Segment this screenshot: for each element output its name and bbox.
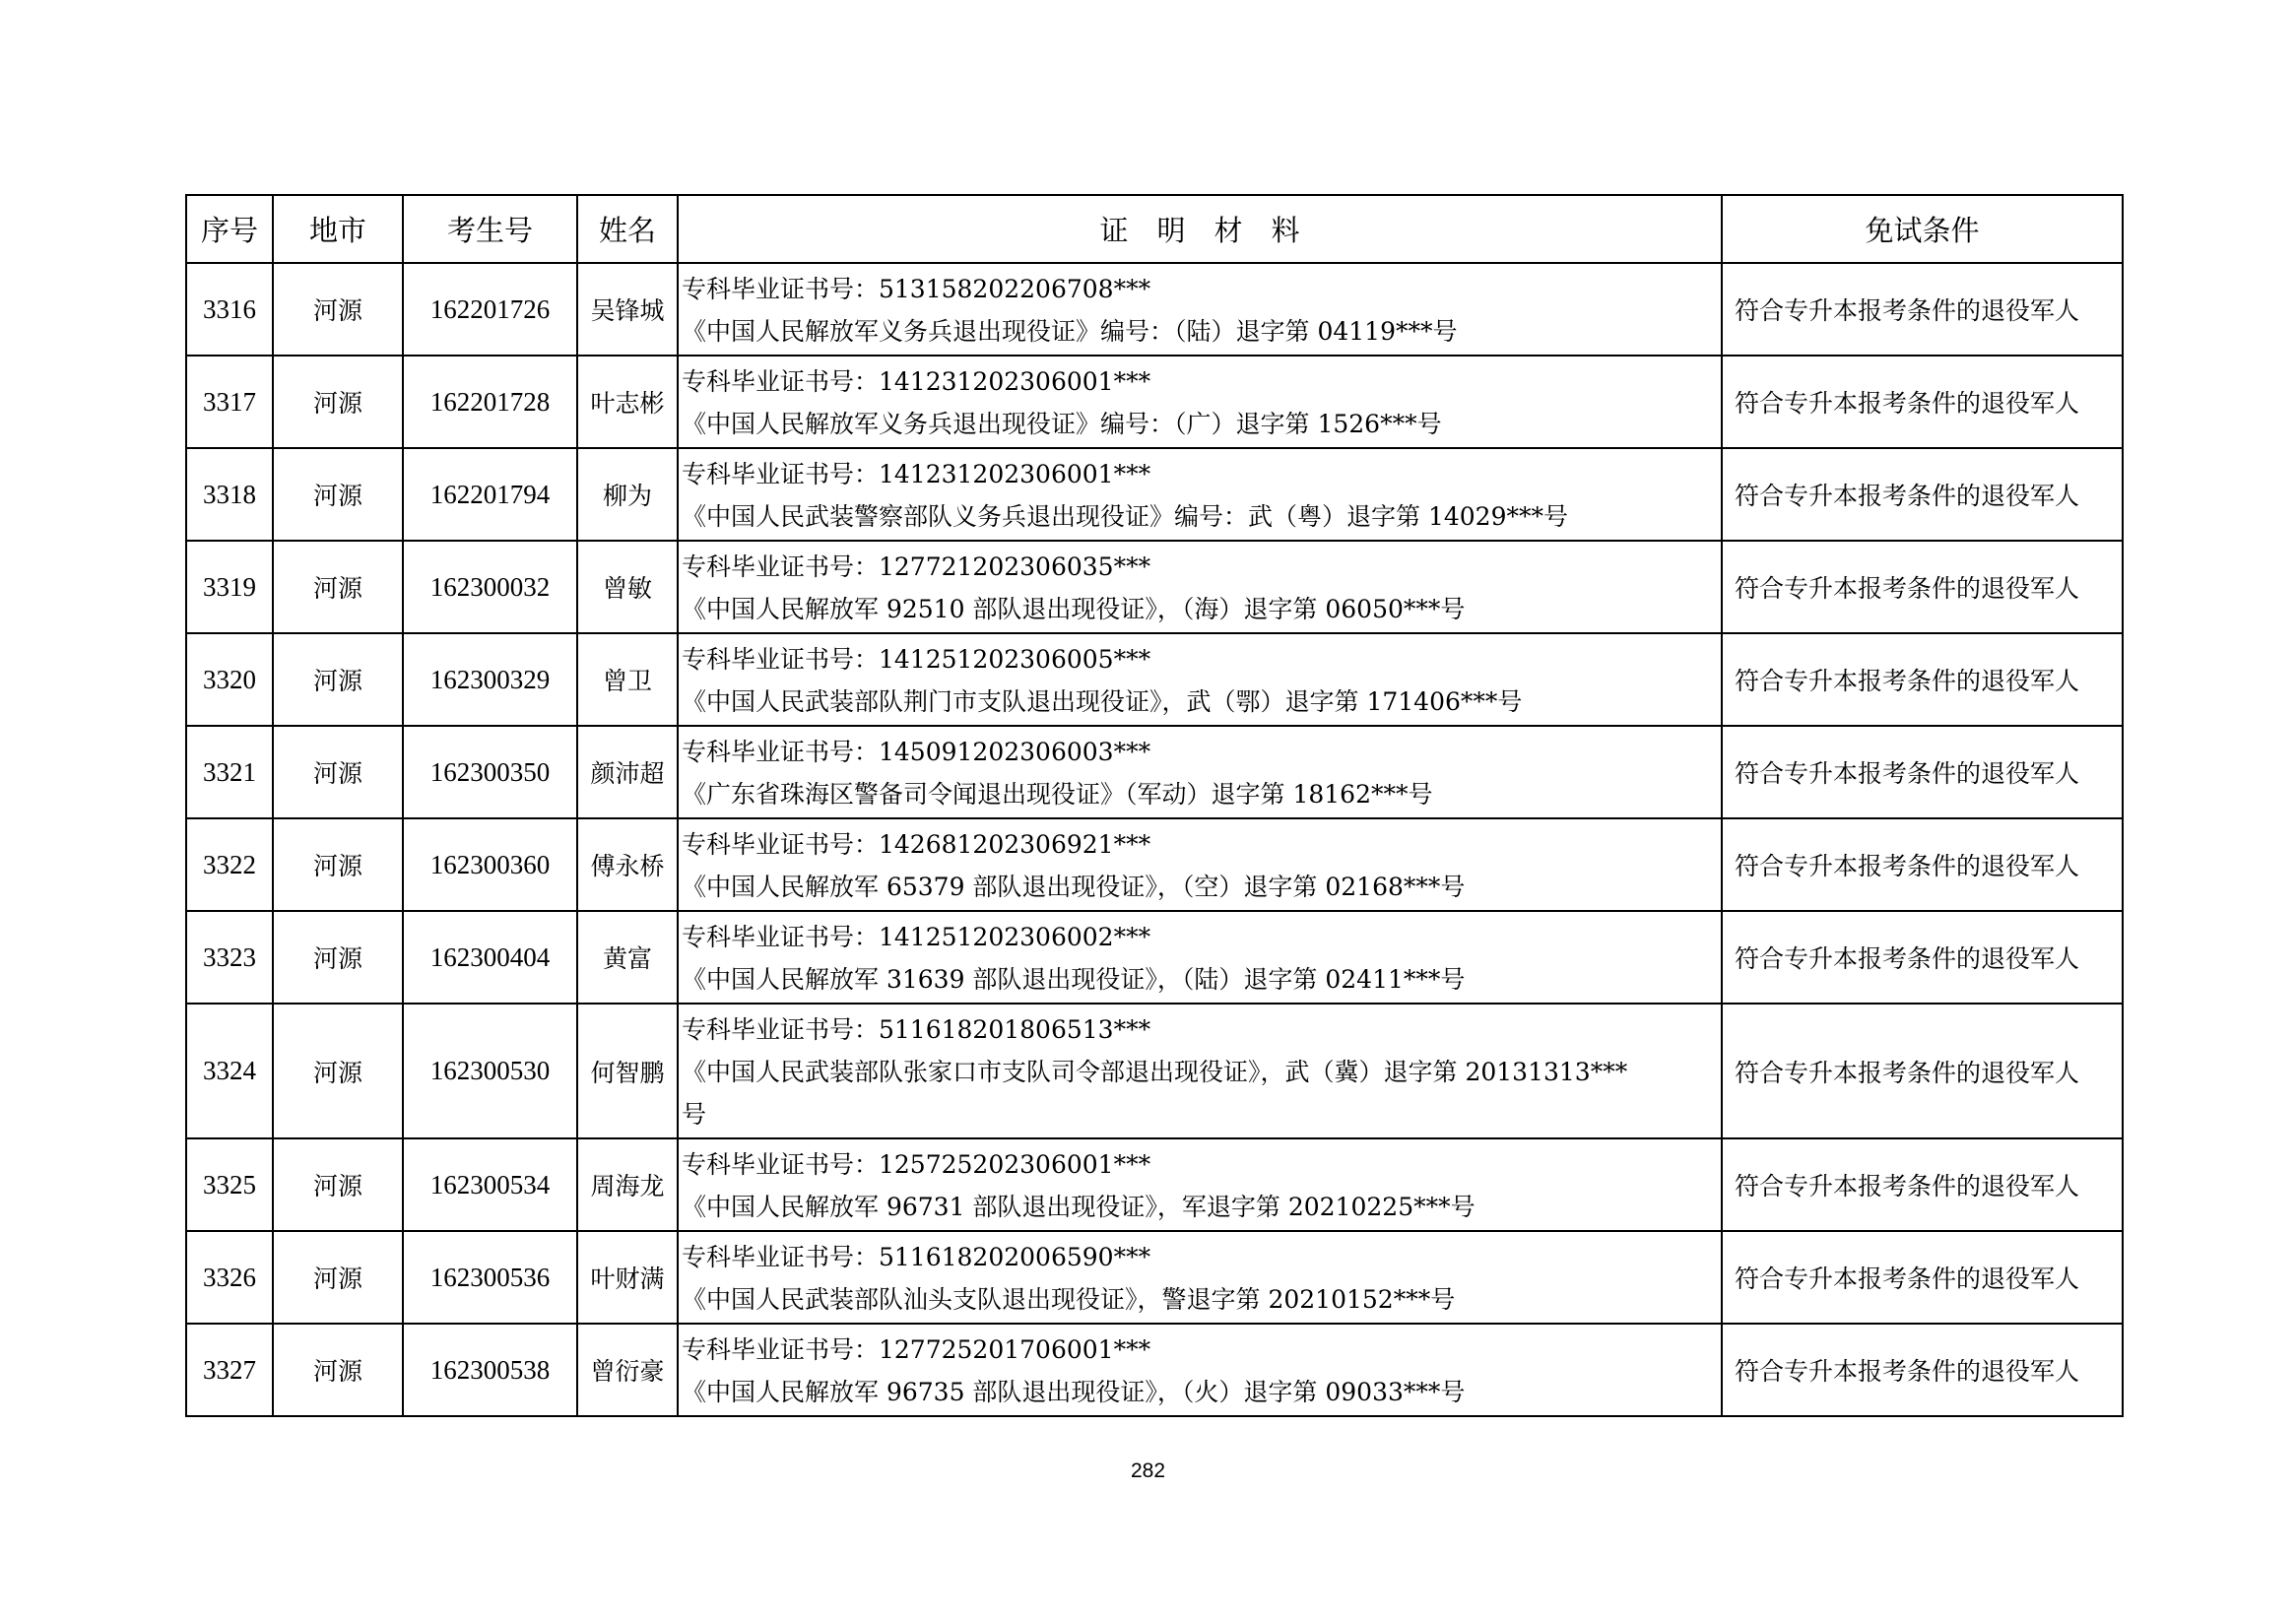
cell-condition: 符合专升本报考条件的退役军人 <box>1722 633 2123 726</box>
cell-condition: 符合专升本报考条件的退役军人 <box>1722 263 2123 356</box>
header-material: 证 明 材 料 <box>678 195 1722 263</box>
header-condition: 免试条件 <box>1722 195 2123 263</box>
cell-condition: 符合专升本报考条件的退役军人 <box>1722 1138 2123 1231</box>
cell-city: 河源 <box>273 818 403 911</box>
cell-name: 叶志彬 <box>577 356 678 448</box>
cell-index: 3320 <box>186 633 273 726</box>
cell-condition: 符合专升本报考条件的退役军人 <box>1722 448 2123 541</box>
cell-city: 河源 <box>273 1324 403 1416</box>
table-row <box>186 633 2123 726</box>
cell-city: 河源 <box>273 1138 403 1231</box>
cell-material <box>678 726 1722 818</box>
cell-city: 河源 <box>273 448 403 541</box>
table-row <box>186 1324 2123 1416</box>
cell-name: 周海龙 <box>577 1138 678 1231</box>
header-city: 地市 <box>273 195 403 263</box>
table-row <box>186 1004 2123 1138</box>
page-number: 282 <box>1130 1459 1166 1482</box>
cell-candidate-no: 162300536 <box>403 1231 577 1324</box>
material-line: 《中国人民武装部队张家口市支队司令部退出现役证》，武（冀）退字第 20131313*** <box>682 1058 1628 1086</box>
material-line: 专科毕业证书号：127725201706001*** <box>682 1335 1151 1364</box>
cell-index: 3326 <box>186 1231 273 1324</box>
cell-name: 何智鹏 <box>577 1004 678 1138</box>
cell-name: 傅永桥 <box>577 818 678 911</box>
cell-candidate-no: 162300404 <box>403 911 577 1004</box>
cell-condition: 符合专升本报考条件的退役军人 <box>1722 1231 2123 1324</box>
cell-index: 3319 <box>186 541 273 633</box>
cell-candidate-no: 162300329 <box>403 633 577 726</box>
material-line: 专科毕业证书号：142681202306921*** <box>682 830 1151 859</box>
cell-name: 吴锋城 <box>577 263 678 356</box>
cell-name: 曾敏 <box>577 541 678 633</box>
cell-condition: 符合专升本报考条件的退役军人 <box>1722 541 2123 633</box>
cell-name: 黄富 <box>577 911 678 1004</box>
cell-city: 河源 <box>273 726 403 818</box>
cell-material <box>678 633 1722 726</box>
cell-city: 河源 <box>273 356 403 448</box>
cell-material <box>678 263 1722 356</box>
material-line: 《中国人民解放军 31639 部队退出现役证》，（陆）退字第 02411***号 <box>682 965 1466 994</box>
cell-index: 3322 <box>186 818 273 911</box>
material-line: 《中国人民解放军 65379 部队退出现役证》，（空）退字第 02168***号 <box>682 873 1466 901</box>
cell-index: 3323 <box>186 911 273 1004</box>
material-line: 号 <box>682 1100 707 1129</box>
cell-candidate-no: 162300360 <box>403 818 577 911</box>
material-line: 《中国人民解放军义务兵退出现役证》编号：（陆）退字第 04119***号 <box>682 317 1458 346</box>
cell-city: 河源 <box>273 633 403 726</box>
table-row <box>186 818 2123 911</box>
material-line: 专科毕业证书号：145091202306003*** <box>682 738 1151 766</box>
cell-index: 3316 <box>186 263 273 356</box>
material-line: 专科毕业证书号：141251202306005*** <box>682 645 1151 674</box>
cell-material <box>678 1138 1722 1231</box>
material-line: 专科毕业证书号：141231202306001*** <box>682 367 1151 396</box>
cell-index: 3325 <box>186 1138 273 1231</box>
header-name: 姓名 <box>577 195 678 263</box>
table-body <box>186 263 2123 1416</box>
cell-material <box>678 448 1722 541</box>
table-row <box>186 356 2123 448</box>
material-line: 《中国人民解放军义务兵退出现役证》编号：（广）退字第 1526***号 <box>682 410 1442 438</box>
cell-candidate-no: 162300538 <box>403 1324 577 1416</box>
cell-name: 曾卫 <box>577 633 678 726</box>
cell-material <box>678 1231 1722 1324</box>
table-row <box>186 1138 2123 1231</box>
cell-material <box>678 1004 1722 1138</box>
material-line: 《中国人民解放军 92510 部队退出现役证》，（海）退字第 06050***号 <box>682 595 1466 623</box>
cell-candidate-no: 162201794 <box>403 448 577 541</box>
cell-condition: 符合专升本报考条件的退役军人 <box>1722 726 2123 818</box>
material-line: 《中国人民武装警察部队义务兵退出现役证》编号：武（粤）退字第 14029***号 <box>682 502 1568 531</box>
cell-city: 河源 <box>273 911 403 1004</box>
cell-city: 河源 <box>273 1231 403 1324</box>
cell-candidate-no: 162300530 <box>403 1004 577 1138</box>
table-row <box>186 541 2123 633</box>
material-line: 专科毕业证书号：513158202206708*** <box>682 275 1151 303</box>
cell-city: 河源 <box>273 263 403 356</box>
material-line: 《中国人民解放军 96731 部队退出现役证》，军退字第 20210225***号 <box>682 1193 1476 1221</box>
cell-candidate-no: 162201728 <box>403 356 577 448</box>
cell-index: 3327 <box>186 1324 273 1416</box>
cell-material <box>678 911 1722 1004</box>
cell-index: 3324 <box>186 1004 273 1138</box>
table-header-row <box>186 195 2123 263</box>
table-row <box>186 1231 2123 1324</box>
header-index: 序号 <box>186 195 273 263</box>
cell-material <box>678 356 1722 448</box>
cell-index: 3318 <box>186 448 273 541</box>
material-line: 专科毕业证书号：511618202006590*** <box>682 1243 1151 1271</box>
cell-candidate-no: 162300032 <box>403 541 577 633</box>
cell-candidate-no: 162201726 <box>403 263 577 356</box>
material-line: 《广东省珠海区警备司令闻退出现役证》（军动）退字第 18162***号 <box>682 780 1433 809</box>
header-candidate-no: 考生号 <box>403 195 577 263</box>
cell-city: 河源 <box>273 541 403 633</box>
cell-name: 曾衍豪 <box>577 1324 678 1416</box>
cell-candidate-no: 162300534 <box>403 1138 577 1231</box>
cell-name: 柳为 <box>577 448 678 541</box>
cell-city: 河源 <box>273 1004 403 1138</box>
cell-index: 3317 <box>186 356 273 448</box>
cell-material <box>678 541 1722 633</box>
table-row <box>186 726 2123 818</box>
table-row <box>186 911 2123 1004</box>
cell-condition: 符合专升本报考条件的退役军人 <box>1722 356 2123 448</box>
material-line: 《中国人民武装部队荆门市支队退出现役证》，武（鄂）退字第 171406***号 <box>682 687 1523 716</box>
material-line: 专科毕业证书号：141231202306001*** <box>682 460 1151 488</box>
cell-index: 3321 <box>186 726 273 818</box>
cell-condition: 符合专升本报考条件的退役军人 <box>1722 818 2123 911</box>
cell-candidate-no: 162300350 <box>403 726 577 818</box>
material-line: 《中国人民武装部队汕头支队退出现役证》，警退字第 20210152***号 <box>682 1285 1456 1314</box>
material-line: 专科毕业证书号：511618201806513*** <box>682 1015 1151 1044</box>
cell-material <box>678 1324 1722 1416</box>
cell-name: 颜沛超 <box>577 726 678 818</box>
table-row <box>186 448 2123 541</box>
cell-condition: 符合专升本报考条件的退役军人 <box>1722 911 2123 1004</box>
cell-condition: 符合专升本报考条件的退役军人 <box>1722 1324 2123 1416</box>
cell-material <box>678 818 1722 911</box>
cell-name: 叶财满 <box>577 1231 678 1324</box>
cell-condition: 符合专升本报考条件的退役军人 <box>1722 1004 2123 1138</box>
material-line: 专科毕业证书号：127721202306035*** <box>682 552 1151 581</box>
exemption-table <box>185 194 2124 1417</box>
material-line: 专科毕业证书号：141251202306002*** <box>682 923 1151 951</box>
material-line: 专科毕业证书号：125725202306001*** <box>682 1150 1151 1179</box>
material-line: 《中国人民解放军 96735 部队退出现役证》，（火）退字第 09033***号 <box>682 1378 1466 1406</box>
table-row <box>186 263 2123 356</box>
